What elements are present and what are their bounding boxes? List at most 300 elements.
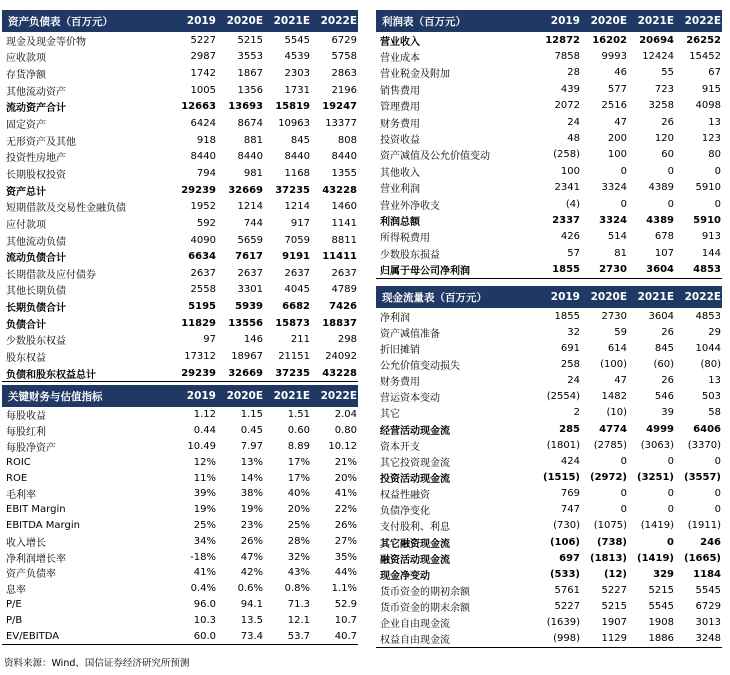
balance-sheet-header bbox=[2, 10, 358, 32]
row-value: 39 bbox=[661, 407, 674, 419]
row-value: 5195 bbox=[188, 301, 216, 313]
row-value: 100 bbox=[560, 165, 580, 177]
table-row bbox=[376, 389, 722, 405]
row-value: 1460 bbox=[331, 201, 357, 213]
row-value: 43% bbox=[287, 567, 310, 579]
row-value: 503 bbox=[701, 391, 721, 403]
row-value: 28% bbox=[287, 535, 310, 547]
row-label: 财务费用 bbox=[380, 118, 420, 130]
row-value: 20% bbox=[334, 472, 357, 484]
row-value: 6634 bbox=[188, 251, 216, 263]
row-value: (1419) bbox=[637, 552, 674, 564]
row-value: 0 bbox=[667, 488, 674, 500]
row-value: (1911) bbox=[687, 520, 721, 532]
row-label: 应收款项 bbox=[6, 53, 46, 65]
row-label: 利润总额 bbox=[380, 216, 420, 228]
table-row bbox=[376, 599, 722, 615]
row-value: 46 bbox=[614, 67, 627, 79]
row-value: 18837 bbox=[322, 317, 357, 329]
row-value: 4853 bbox=[693, 264, 721, 276]
row-value: (1515) bbox=[543, 471, 580, 483]
row-label: 其它融资现金流 bbox=[380, 538, 450, 550]
row-value: 1.51 bbox=[287, 409, 310, 421]
row-value: 2341 bbox=[554, 182, 580, 194]
year-header: 2021E bbox=[273, 390, 310, 402]
row-value: 11411 bbox=[322, 251, 357, 263]
row-value: 1129 bbox=[601, 633, 627, 645]
row-value: 17312 bbox=[184, 350, 216, 362]
row-value: 592 bbox=[196, 217, 216, 229]
table-row bbox=[376, 405, 722, 421]
row-value: 5758 bbox=[331, 51, 357, 63]
row-value: 20% bbox=[287, 504, 310, 516]
table-row bbox=[376, 469, 722, 485]
row-value: 19247 bbox=[322, 101, 357, 113]
row-value: 59 bbox=[614, 326, 627, 338]
row-value: 96.0 bbox=[193, 598, 216, 610]
row-value: 5761 bbox=[554, 584, 580, 596]
table-row bbox=[2, 232, 358, 249]
row-value: 43228 bbox=[322, 367, 357, 379]
row-value: 1855 bbox=[554, 310, 580, 322]
row-label: 折旧摊销 bbox=[380, 344, 420, 356]
table-row bbox=[376, 550, 722, 566]
row-value: 26 bbox=[661, 326, 674, 338]
row-value: (1665) bbox=[684, 552, 721, 564]
row-label: 货币资金的期初余额 bbox=[380, 586, 470, 598]
row-value: 5910 bbox=[695, 182, 721, 194]
row-value: 12663 bbox=[181, 101, 216, 113]
row-value: 0.44 bbox=[193, 425, 216, 437]
row-value: 0 bbox=[714, 488, 721, 500]
row-label: 投资收益 bbox=[380, 135, 420, 147]
row-label: 投资活动现金流 bbox=[380, 473, 450, 485]
row-label: 负债合计 bbox=[6, 319, 46, 331]
row-value: 3604 bbox=[648, 310, 674, 322]
table-row bbox=[2, 315, 358, 332]
row-value: 47 bbox=[614, 116, 627, 128]
row-value: (1801) bbox=[546, 439, 580, 451]
row-value: 2558 bbox=[190, 284, 216, 296]
row-value: 5227 bbox=[190, 34, 216, 46]
row-value: 13 bbox=[708, 375, 721, 387]
row-value: 55 bbox=[661, 67, 674, 79]
row-value: 28 bbox=[567, 67, 580, 79]
row-value: 5910 bbox=[693, 214, 721, 226]
row-label: 其他收入 bbox=[380, 167, 420, 179]
row-value: 40.7 bbox=[334, 630, 357, 642]
row-value: (1075) bbox=[593, 520, 627, 532]
year-header: 2020E bbox=[226, 15, 263, 27]
row-value: 52.9 bbox=[334, 598, 357, 610]
balance-sheet-title: 资产负债表（百万元） bbox=[8, 15, 113, 28]
row-value: 47 bbox=[614, 375, 627, 387]
row-value: 917 bbox=[290, 217, 310, 229]
row-value: 0.45 bbox=[240, 425, 263, 437]
row-label: 其它 bbox=[380, 409, 400, 421]
row-value: 10.7 bbox=[334, 614, 357, 626]
table-row bbox=[376, 615, 722, 631]
row-value: (2972) bbox=[590, 471, 627, 483]
row-value: 211 bbox=[290, 334, 310, 346]
row-label: EBITDA Margin bbox=[6, 519, 80, 531]
row-value: 20694 bbox=[639, 34, 674, 46]
row-value: 744 bbox=[243, 217, 263, 229]
row-value: 3324 bbox=[601, 182, 627, 194]
row-value: 8440 bbox=[190, 151, 216, 163]
row-label: 归属于母公司净利润 bbox=[380, 266, 470, 278]
row-value: 48 bbox=[567, 133, 580, 145]
row-value: 24 bbox=[567, 375, 580, 387]
table-row bbox=[2, 248, 358, 265]
income-statement-title: 利润表（百万元） bbox=[382, 15, 466, 28]
row-value: 1482 bbox=[601, 391, 627, 403]
income-statement-header bbox=[376, 10, 722, 32]
row-value: 10963 bbox=[278, 118, 310, 130]
row-value: 5939 bbox=[235, 301, 263, 313]
table-row bbox=[376, 453, 722, 469]
row-value: 2730 bbox=[599, 264, 627, 276]
row-value: 60 bbox=[661, 149, 674, 161]
row-label: 无形资产及其他 bbox=[6, 136, 76, 148]
row-value: 57 bbox=[567, 247, 580, 259]
row-value: 10.3 bbox=[193, 614, 216, 626]
table-row bbox=[376, 130, 722, 146]
table-row bbox=[2, 628, 358, 644]
row-value: 25% bbox=[287, 519, 310, 531]
row-label: 财务费用 bbox=[380, 377, 420, 389]
row-label: 权益自由现金流 bbox=[380, 635, 450, 647]
row-value: (258) bbox=[553, 149, 580, 161]
row-value: 2337 bbox=[552, 214, 580, 226]
row-label: P/E bbox=[6, 598, 22, 610]
row-value: 12424 bbox=[642, 51, 674, 63]
row-label: 股东权益 bbox=[6, 352, 46, 364]
row-value: 5227 bbox=[601, 584, 627, 596]
row-value: 0 bbox=[714, 198, 721, 210]
row-value: 0.8% bbox=[284, 583, 310, 595]
row-value: 8440 bbox=[237, 151, 263, 163]
row-value: (60) bbox=[653, 358, 674, 370]
row-value: 6729 bbox=[331, 34, 357, 46]
row-value: (3370) bbox=[687, 439, 721, 451]
row-label: 投资性房地产 bbox=[6, 153, 66, 165]
row-label: 管理费用 bbox=[380, 102, 420, 114]
table-row bbox=[2, 549, 358, 565]
table-row bbox=[376, 163, 722, 179]
table-row bbox=[2, 32, 358, 49]
row-value: 8440 bbox=[331, 151, 357, 163]
table-row bbox=[376, 518, 722, 534]
row-value: 2072 bbox=[554, 100, 580, 112]
balance-sheet-table bbox=[2, 10, 358, 382]
row-value: 298 bbox=[337, 334, 357, 346]
row-value: 691 bbox=[560, 342, 580, 354]
table-row bbox=[376, 308, 722, 324]
row-value: 67 bbox=[708, 67, 721, 79]
row-value: 4999 bbox=[646, 423, 674, 435]
row-value: 26252 bbox=[686, 34, 721, 46]
table-row bbox=[2, 612, 358, 628]
row-value: 1731 bbox=[284, 84, 310, 96]
table-row bbox=[376, 65, 722, 81]
row-label: 每股红利 bbox=[6, 427, 46, 439]
table-row bbox=[2, 439, 358, 455]
row-value: 146 bbox=[243, 334, 263, 346]
row-label: 长期负债合计 bbox=[6, 303, 66, 315]
row-value: 10.12 bbox=[328, 440, 357, 452]
row-label: 所得税费用 bbox=[380, 233, 430, 245]
table-row bbox=[2, 265, 358, 282]
row-value: 439 bbox=[560, 83, 580, 95]
table-row bbox=[376, 421, 722, 437]
year-header: 2022E bbox=[684, 291, 721, 303]
row-value: 12% bbox=[193, 456, 216, 468]
row-value: 81 bbox=[614, 247, 627, 259]
row-value: 1952 bbox=[190, 201, 216, 213]
row-value: 38% bbox=[240, 488, 263, 500]
row-value: 27% bbox=[334, 535, 357, 547]
table-row bbox=[376, 534, 722, 550]
row-value: 26 bbox=[661, 375, 674, 387]
row-value: 1214 bbox=[284, 201, 310, 213]
row-value: 0 bbox=[620, 198, 627, 210]
row-value: 8811 bbox=[331, 234, 357, 246]
table-row bbox=[376, 631, 722, 647]
row-value: 5215 bbox=[237, 34, 263, 46]
row-value: 17% bbox=[287, 456, 310, 468]
ratios-header bbox=[2, 385, 358, 407]
row-label: 短期借款及交易性金融负债 bbox=[6, 203, 126, 215]
row-value: (3557) bbox=[684, 471, 721, 483]
row-value: 1168 bbox=[284, 167, 310, 179]
row-value: 41% bbox=[334, 488, 357, 500]
row-value: 0 bbox=[714, 504, 721, 516]
row-value: 5545 bbox=[695, 584, 721, 596]
row-value: (2785) bbox=[593, 439, 627, 451]
row-value: 29239 bbox=[181, 367, 216, 379]
year-header: 2021E bbox=[273, 15, 310, 27]
year-header: 2019 bbox=[550, 15, 580, 27]
row-value: 3248 bbox=[695, 633, 721, 645]
row-value: 4789 bbox=[331, 284, 357, 296]
table-row bbox=[2, 502, 358, 518]
row-label: 存货净额 bbox=[6, 70, 46, 82]
row-value: 546 bbox=[654, 391, 674, 403]
row-value: 9993 bbox=[601, 51, 627, 63]
row-value: 697 bbox=[559, 552, 580, 564]
row-value: (80) bbox=[700, 358, 721, 370]
table-row bbox=[2, 298, 358, 315]
table-row bbox=[376, 180, 722, 196]
row-value: 1867 bbox=[237, 68, 263, 80]
row-value: 60.0 bbox=[193, 630, 216, 642]
row-label: 应付款项 bbox=[6, 219, 46, 231]
table-row bbox=[2, 486, 358, 502]
row-value: 614 bbox=[607, 342, 627, 354]
row-value: 2863 bbox=[331, 68, 357, 80]
row-label: EBIT Margin bbox=[6, 504, 66, 516]
year-header: 2021E bbox=[637, 15, 674, 27]
row-label: 营业收入 bbox=[380, 36, 420, 48]
row-value: 12.1 bbox=[287, 614, 310, 626]
row-label: 资本开支 bbox=[380, 441, 420, 453]
table-row bbox=[376, 373, 722, 389]
row-label: 其他流动资产 bbox=[6, 86, 66, 98]
row-label: ROE bbox=[6, 472, 28, 484]
row-value: 2637 bbox=[237, 267, 263, 279]
row-label: ROIC bbox=[6, 456, 31, 468]
row-label: 货币资金的期末余额 bbox=[380, 603, 470, 615]
row-value: 7.97 bbox=[240, 440, 263, 452]
row-label: 少数股东权益 bbox=[6, 336, 66, 348]
row-value: 3604 bbox=[646, 264, 674, 276]
row-value: 5545 bbox=[648, 601, 674, 613]
table-row bbox=[376, 486, 722, 502]
row-label: 其他长期负债 bbox=[6, 286, 66, 298]
row-value: 21% bbox=[334, 456, 357, 468]
row-value: 1184 bbox=[693, 568, 721, 580]
row-value: 1.1% bbox=[331, 583, 357, 595]
row-label: 其它投资现金流 bbox=[380, 457, 450, 469]
row-value: 21151 bbox=[278, 350, 310, 362]
row-label: 少数股东损益 bbox=[380, 249, 440, 261]
row-label: 公允价值变动损失 bbox=[380, 360, 460, 372]
row-value: 29 bbox=[708, 326, 721, 338]
row-value: 26% bbox=[240, 535, 263, 547]
row-value: 0.4% bbox=[190, 583, 216, 595]
table-row bbox=[376, 48, 722, 64]
row-value: 4045 bbox=[284, 284, 310, 296]
row-value: 5545 bbox=[284, 34, 310, 46]
balance-sheet-body bbox=[2, 32, 358, 382]
year-header: 2019 bbox=[186, 390, 216, 402]
row-value: 1907 bbox=[601, 617, 627, 629]
row-value: 0.80 bbox=[334, 425, 357, 437]
row-value: 10.49 bbox=[187, 440, 216, 452]
table-row bbox=[2, 407, 358, 423]
row-value: 4090 bbox=[190, 234, 216, 246]
row-value: 7617 bbox=[235, 251, 263, 263]
row-value: 26 bbox=[661, 116, 674, 128]
row-value: 514 bbox=[607, 231, 627, 243]
row-label: 资产负债率 bbox=[6, 569, 56, 581]
row-value: 2987 bbox=[190, 51, 216, 63]
row-value: 32669 bbox=[228, 367, 263, 379]
row-value: 1855 bbox=[552, 264, 580, 276]
row-value: 915 bbox=[701, 83, 721, 95]
row-value: 9191 bbox=[282, 251, 310, 263]
table-row bbox=[2, 454, 358, 470]
row-value: 14% bbox=[240, 472, 263, 484]
table-row bbox=[376, 261, 722, 277]
row-value: (12) bbox=[603, 568, 627, 580]
row-value: 0 bbox=[620, 504, 627, 516]
row-value: 678 bbox=[654, 231, 674, 243]
row-value: (3063) bbox=[640, 439, 674, 451]
row-value: 13556 bbox=[228, 317, 263, 329]
row-value: 913 bbox=[701, 231, 721, 243]
table-row bbox=[2, 215, 358, 232]
table-row bbox=[376, 98, 722, 114]
row-value: 0 bbox=[667, 165, 674, 177]
year-header: 2022E bbox=[684, 15, 721, 27]
row-value: 15873 bbox=[275, 317, 310, 329]
row-label: 现金净变动 bbox=[380, 570, 430, 582]
row-value: (3251) bbox=[637, 471, 674, 483]
row-value: 1141 bbox=[331, 217, 357, 229]
row-value: 24092 bbox=[325, 350, 357, 362]
row-value: 2196 bbox=[331, 84, 357, 96]
table-row bbox=[2, 115, 358, 132]
row-label: 每股净资产 bbox=[6, 442, 56, 454]
row-value: 2637 bbox=[190, 267, 216, 279]
table-row bbox=[376, 582, 722, 598]
table-row bbox=[2, 423, 358, 439]
row-value: (738) bbox=[596, 536, 627, 548]
row-value: 11829 bbox=[181, 317, 216, 329]
row-label: 企业自由现金流 bbox=[380, 619, 450, 631]
row-value: 200 bbox=[607, 133, 627, 145]
row-value: 1005 bbox=[190, 84, 216, 96]
table-row bbox=[2, 533, 358, 549]
row-value: 120 bbox=[654, 133, 674, 145]
year-header: 2020E bbox=[226, 390, 263, 402]
table-row bbox=[2, 148, 358, 165]
table-row bbox=[376, 340, 722, 356]
row-value: 26% bbox=[334, 519, 357, 531]
row-value: 123 bbox=[701, 133, 721, 145]
table-row bbox=[2, 99, 358, 116]
row-label: 负债净变化 bbox=[380, 506, 430, 518]
table-row bbox=[376, 212, 722, 228]
row-value: 19% bbox=[240, 504, 263, 516]
row-label: 资产减值及公允价值变动 bbox=[380, 151, 490, 163]
row-value: 53.7 bbox=[287, 630, 310, 642]
row-value: 17% bbox=[287, 472, 310, 484]
row-value: 6406 bbox=[693, 423, 721, 435]
row-value: 424 bbox=[560, 455, 580, 467]
row-value: 6424 bbox=[190, 118, 216, 130]
table-row bbox=[2, 49, 358, 66]
row-value: 4389 bbox=[646, 214, 674, 226]
row-label: 现金及现金等价物 bbox=[6, 36, 86, 48]
table-row bbox=[2, 365, 358, 382]
row-value: 0 bbox=[620, 488, 627, 500]
year-header: 2022E bbox=[320, 390, 357, 402]
row-value: 1886 bbox=[648, 633, 674, 645]
row-value: (2554) bbox=[546, 391, 580, 403]
cash-flow-header bbox=[376, 286, 722, 308]
row-value: 8440 bbox=[284, 151, 310, 163]
row-value: 0 bbox=[714, 455, 721, 467]
row-value: 19% bbox=[193, 504, 216, 516]
row-value: 100 bbox=[607, 149, 627, 161]
row-value: 97 bbox=[203, 334, 216, 346]
row-value: 7059 bbox=[284, 234, 310, 246]
row-label: 净利润 bbox=[380, 312, 410, 324]
row-value: 794 bbox=[196, 167, 216, 179]
row-value: 107 bbox=[654, 247, 674, 259]
row-value: (10) bbox=[606, 407, 627, 419]
row-value: 2303 bbox=[284, 68, 310, 80]
table-row bbox=[2, 132, 358, 149]
row-value: 32 bbox=[567, 326, 580, 338]
cash-flow-table bbox=[376, 286, 722, 648]
row-value: 40% bbox=[287, 488, 310, 500]
row-value: 4774 bbox=[599, 423, 627, 435]
row-value: 2730 bbox=[601, 310, 627, 322]
